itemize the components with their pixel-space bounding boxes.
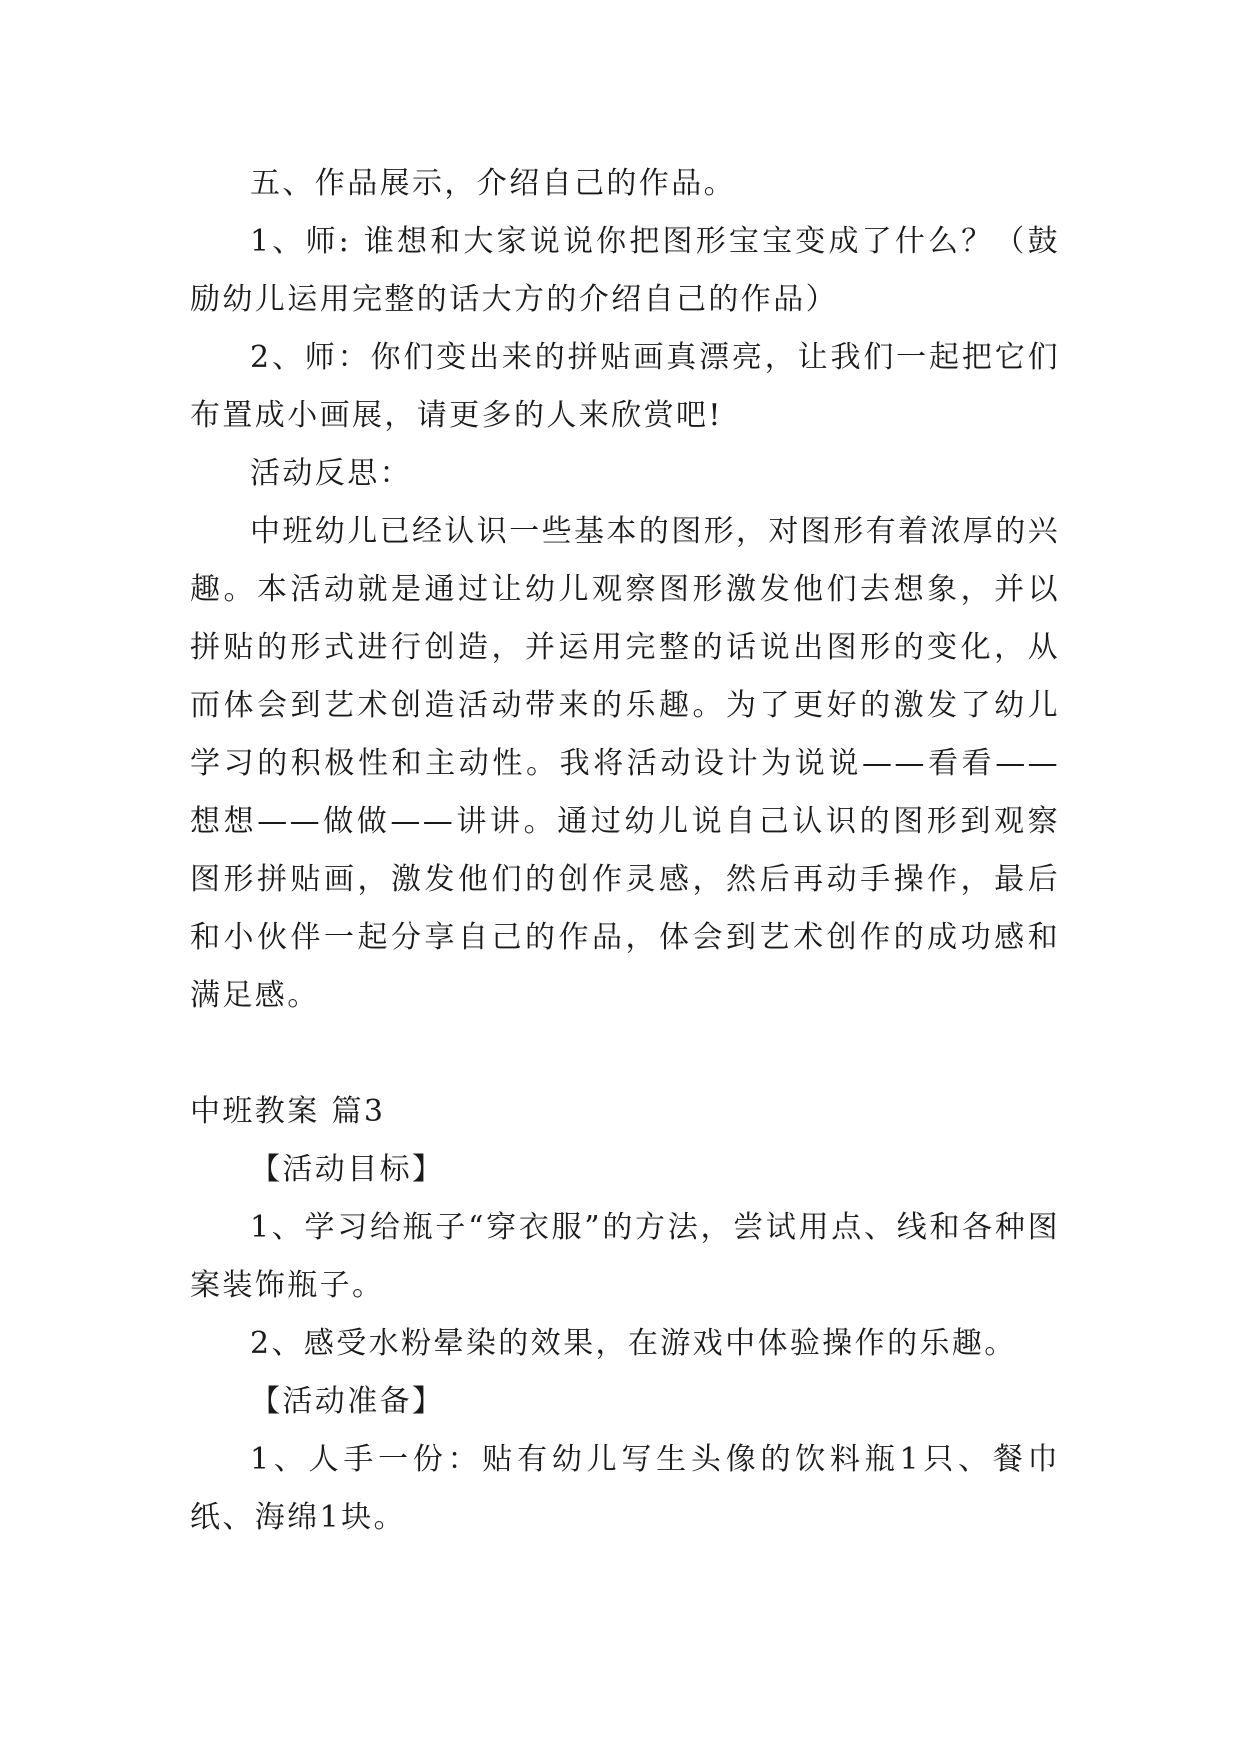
goal-item-2: 2、感受水粉晕染的效果，在游戏中体验操作的乐趣。 [250, 1326, 1017, 1361]
preparation-heading: 【活动准备】 [250, 1384, 445, 1419]
preparation-item-1: 1、人手一份：贴有幼儿写生头像的饮料瓶1只、餐巾纸、海绵1块。 [190, 1442, 1060, 1535]
goal-item-1: 1、学习给瓶子“穿衣服”的方法，尝试用点、线和各种图案装饰瓶子。 [190, 1210, 1060, 1303]
lesson-title: 中班教案 篇3 [190, 1094, 386, 1129]
document-body [190, 155, 1060, 1547]
paragraph-teacher-exhibition: 2、师：你们变出来的拼贴画真漂亮，让我们一起把它们布置成小画展，请更多的人来欣赏吧! [190, 340, 1060, 433]
paragraph-works-display: 五、作品展示，介绍自己的作品。 [250, 166, 736, 201]
paragraph-teacher-question: 1、师: 谁想和大家说说你把图形宝宝变成了什么？（鼓励幼儿运用完整的话大方的介绍自己的作品） [190, 224, 1060, 317]
reflection-body: 中班幼儿已经认识一些基本的图形，对图形有着浓厚的兴趣。本活动就是通过让幼儿观察图形激发他们去想象，并以拼贴的形式进行创造，并运用完整的话说出图形的变化，从而体会到艺术创造活动带来的乐趣。为了更好的激发了幼儿学习的积极性和主动性。我将活动设计为说说——看看——想想——做做——讲讲。通过幼儿说自己认识的图形到观察图形拼贴画，激发他们的创作灵感，然后再动手操作，最后和小伙伴一起分享自己的作品，体会到艺术创作的成功感和满足感。 [190, 514, 1060, 1013]
reflection-heading: 活动反思： [250, 456, 412, 491]
section-gap [190, 1025, 1060, 1083]
goals-heading: 【活动目标】 [250, 1152, 445, 1187]
